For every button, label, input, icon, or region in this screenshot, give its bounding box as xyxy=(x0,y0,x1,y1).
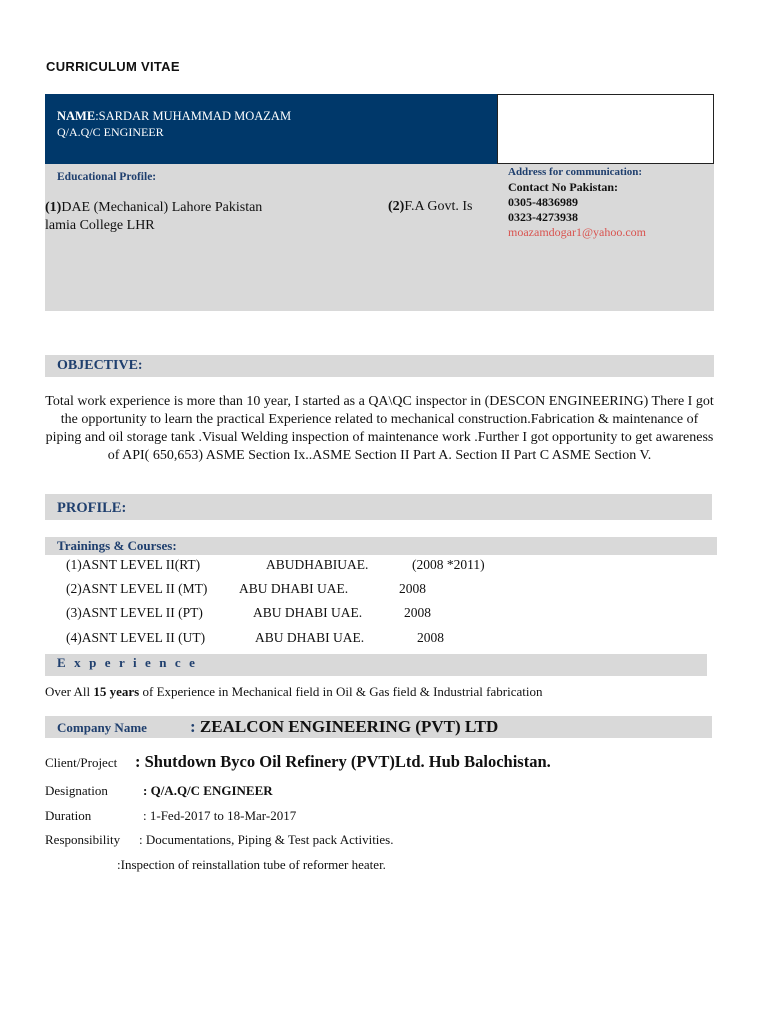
experience-header xyxy=(45,654,707,676)
phone-number-1: 0305-4836989 xyxy=(508,195,578,209)
designation-value: : Q/A.Q/C ENGINEER xyxy=(143,783,273,798)
email-address[interactable]: moazamdogar1@yahoo.com xyxy=(508,225,647,239)
designation-label: Designation xyxy=(45,783,108,798)
course-3-year: 2008 xyxy=(404,605,431,620)
objective-text: Total work experience is more than 10 year, I started as a QA\QC inspector in (DESCON ENGINEERING) There I got the opportunity to learn the practical Experience related to mechanical construction.Fabrication & maintenance of piping and oil storage tank .Visual Welding inspection of maintenance work .Further I got opportunity to get awareness of API( 650,653) ASME Section Ix..ASME Section II Part A. Section II Part C ASME Section V. xyxy=(45,394,714,463)
role-title: Q/A.Q/C ENGINEER xyxy=(57,125,164,139)
duration-value: : 1-Fed-2017 to 18-Mar-2017 xyxy=(143,808,297,823)
trainings-label: Trainings & Courses: xyxy=(57,538,177,553)
company-header xyxy=(45,716,712,738)
name-label: NAME xyxy=(57,109,96,123)
responsibility-value: : Documentations, Piping & Test pack Activities. xyxy=(139,832,394,847)
course-2-year: 2008 xyxy=(399,581,426,596)
experience-label: E x p e r i e n c e xyxy=(57,655,198,670)
education-item-2-num: (2) xyxy=(388,199,405,214)
client-label: Client/Project xyxy=(45,755,118,770)
experience-summary xyxy=(45,684,542,700)
phone-number-2: 0323-4273938 xyxy=(508,210,578,224)
course-2-place: ABU DHABI UAE. xyxy=(239,581,349,596)
education-item-1-text: DAE (Mechanical) Lahore Pakistan xyxy=(61,200,263,215)
photo-placeholder xyxy=(497,94,714,164)
address-label: Address for communication: xyxy=(508,166,643,178)
objective-header xyxy=(45,355,714,377)
client-value: : Shutdown Byco Oil Refinery (PVT)Ltd. Hub Balochistan. xyxy=(135,752,551,771)
duration-label: Duration xyxy=(45,808,92,823)
profile-label: PROFILE: xyxy=(57,500,127,516)
company-name-line xyxy=(190,717,498,737)
company-label: Company Name xyxy=(57,720,147,735)
trainings-header xyxy=(45,537,717,555)
document-title: CURRICULUM VITAE xyxy=(46,59,180,74)
course-1-place: ABUDHABIUAE. xyxy=(266,557,369,572)
course-1-year: (2008 *2011) xyxy=(412,557,485,572)
company-name: ZEALCON ENGINEERING (PVT) LTD xyxy=(199,717,499,736)
name-header-band xyxy=(45,94,497,164)
experience-summary-years: 15 years xyxy=(93,684,140,699)
experience-summary-pre: Over All xyxy=(45,684,94,699)
responsibility-label: Responsibility xyxy=(45,832,121,847)
profile-header xyxy=(45,494,712,520)
education-item-1-num: (1) xyxy=(45,200,62,215)
education-item-2 xyxy=(388,199,472,215)
company-colon: : xyxy=(190,717,196,736)
education-item-1-cont: lamia College LHR xyxy=(45,218,155,233)
course-1-name: (1)ASNT LEVEL II(RT) xyxy=(66,557,201,572)
course-4-place: ABU DHABI UAE. xyxy=(255,630,365,645)
objective-label: OBJECTIVE: xyxy=(57,358,143,373)
education-label: Educational Profile: xyxy=(57,171,157,183)
course-4-name: (4)ASNT LEVEL II (UT) xyxy=(66,630,206,645)
experience-summary-post: of Experience in Mechanical field in Oil & Gas field & Industrial fabrication xyxy=(139,684,543,699)
course-3-name: (3)ASNT LEVEL II (PT) xyxy=(66,605,203,620)
course-2-name: (2)ASNT LEVEL II (MT) xyxy=(66,581,208,596)
name-value: :SARDAR MUHAMMAD MOAZAM xyxy=(95,109,292,123)
course-4-year: 2008 xyxy=(417,630,444,645)
name-line xyxy=(57,109,291,124)
education-item-2-text: F.A Govt. Is xyxy=(404,199,473,214)
contact-label: Contact No Pakistan: xyxy=(508,180,618,194)
course-3-place: ABU DHABI UAE. xyxy=(253,605,363,620)
responsibility-value-2: :Inspection of reinstallation tube of reformer heater. xyxy=(117,857,386,872)
